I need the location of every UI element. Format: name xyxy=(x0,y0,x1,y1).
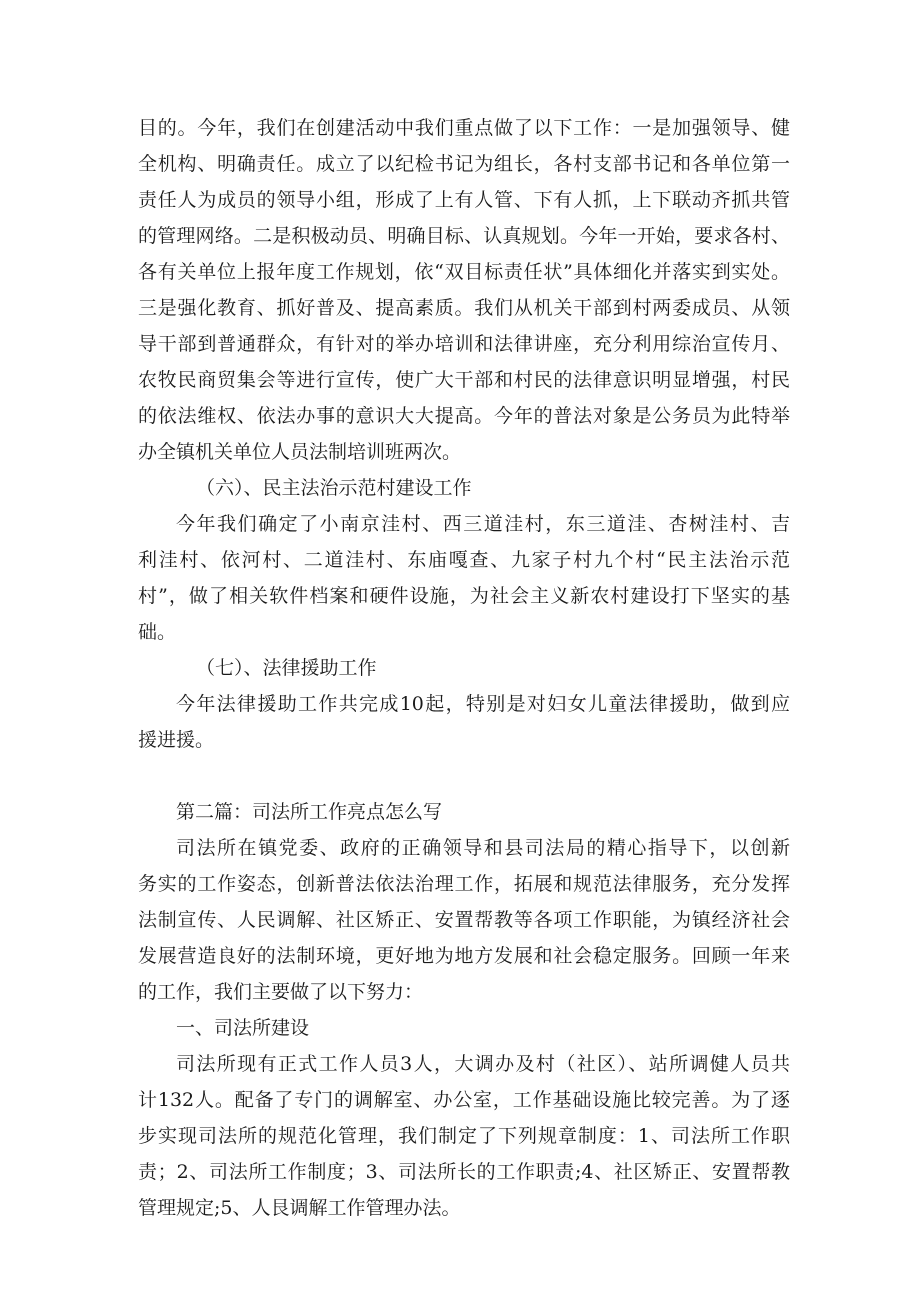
section-heading: 一、司法所建设 xyxy=(176,1017,310,1039)
chapter-heading: 第二篇：司法所工作亮点怎么写 xyxy=(176,801,443,823)
text-line: 全机构、明确责任。成立了以纪检书记为组长，各村支部书记和各单位第一 xyxy=(138,153,790,175)
text-line: 务实的工作姿态，创新普法依法治理工作，拓展和规范法律服务，充分发挥 xyxy=(138,873,790,895)
text-line: 今年法律援助工作共完成10起，特别是对妇女儿童法律援助，做到应 xyxy=(176,693,790,715)
text-line: 农牧民商贸集会等进行宣传，使广大干部和村民的法律意识明显增强，村民 xyxy=(138,369,790,391)
text-line: 今年我们确定了小南京洼村、西三道洼村，东三道洼、杏树洼村、吉 xyxy=(176,513,790,535)
text-line: 三是强化教育、抓好普及、提高素质。我们从机关干部到村两委成员、从领 xyxy=(138,297,790,319)
section-heading: （七）、法律援助工作 xyxy=(196,657,377,679)
text-line: 目的。今年，我们在创建活动中我们重点做了以下工作：一是加强领导、健 xyxy=(138,117,790,139)
text-line: 发展营造良好的法制环境，更好地为地方发展和社会稳定服务。回顾一年来 xyxy=(138,945,790,967)
text-line: 的工作，我们主要做了以下努力： xyxy=(138,981,424,1003)
text-line: 础。 xyxy=(138,621,177,643)
text-line: 法制宣传、人民调解、社区矫正、安置帮教等各项工作职能，为镇经济社会 xyxy=(138,909,790,931)
text-line: 管理规定;5、人艮调解工作管理办法。 xyxy=(138,1197,461,1219)
text-line: 司法所现有正式工作人员3人，大调办及村（社区）、站所调健人员共 xyxy=(176,1053,790,1075)
text-line: 各有关单位上报年度工作规划，依“双目标责任状”具体细化并落实到实处。 xyxy=(138,261,790,283)
text-line: 导干部到普通群众，有针对的举办培训和法律讲座，充分利用综治宣传月、 xyxy=(138,333,790,355)
text-line: 利洼村、依河村、二道洼村、东庙嘎查、九家子村九个村“民主法治示范 xyxy=(138,549,790,571)
text-line: 办全镇机关单位人员法制培训班两次。 xyxy=(138,441,462,463)
text-line: 责；2、司法所工作制度；3、司法所长的工作职责;4、社区矫正、安置帮教 xyxy=(138,1161,790,1183)
text-line: 步实现司法所的规范化管理，我们制定了下列规章制度：1、司法所工作职 xyxy=(138,1125,790,1147)
text-line: 计132人。配备了专门的调解室、办公室，工作基础设施比较完善。为了逐 xyxy=(138,1089,790,1111)
text-line: 责任人为成员的领导小组，形成了上有人管、下有人抓，上下联动齐抓共管 xyxy=(138,189,790,211)
text-line: 村”，做了相关软件档案和硬件设施，为社会主义新农村建设打下坚实的基 xyxy=(138,585,790,607)
text-line: 的管理网络。二是积极动员、明确目标、认真规划。今年一开始，要求各村、 xyxy=(138,225,790,247)
text-line: 司法所在镇党委、政府的正确领导和县司法局的精心指导下，以创新 xyxy=(176,837,790,859)
section-heading: （六）、民主法治示范村建设工作 xyxy=(196,477,472,499)
text-line: 的依法维权、依法办事的意识大大提高。今年的普法对象是公务员为此特举 xyxy=(138,405,790,427)
text-line: 援进援。 xyxy=(138,729,215,751)
